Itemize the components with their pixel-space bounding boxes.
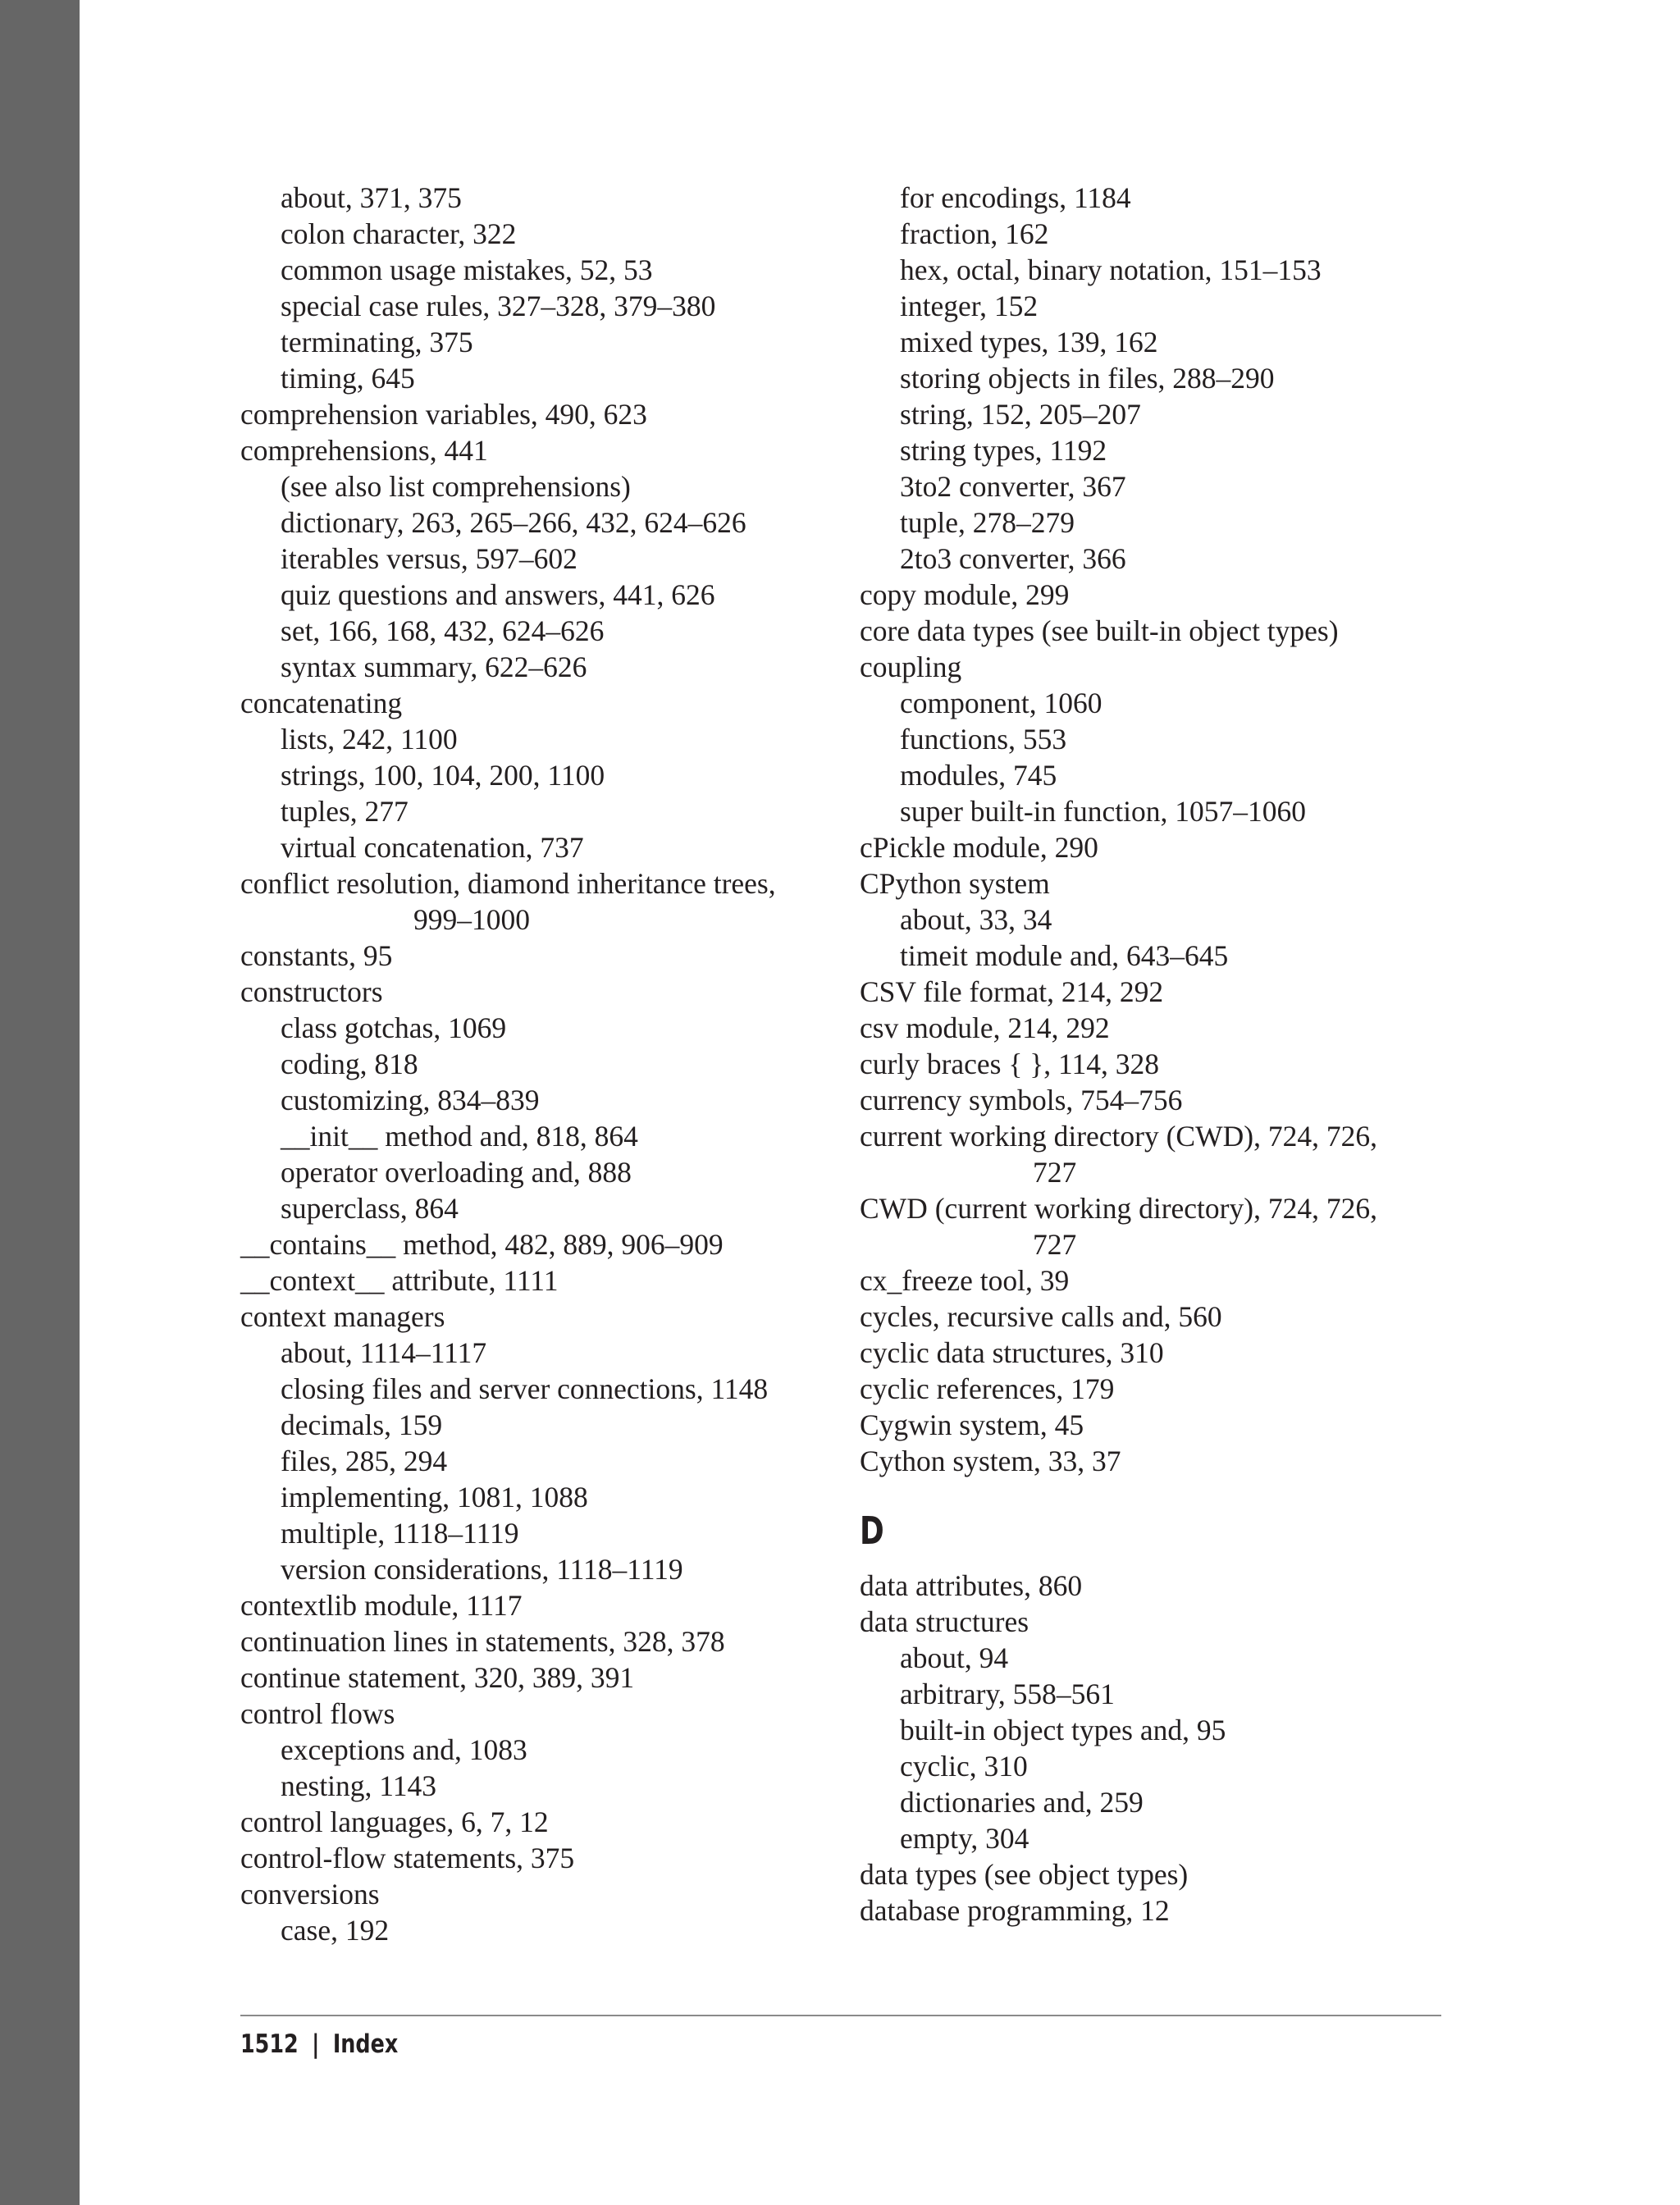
index-subentry: modules, 745 (900, 759, 1057, 792)
index-subentry: string types, 1192 (900, 434, 1107, 467)
index-subentry: version considerations, 1118–1119 (281, 1553, 683, 1586)
index-subentry: hex, octal, binary notation, 151–153 (900, 253, 1322, 286)
index-entry: constructors (240, 975, 383, 1008)
index-entry: conflict resolution, diamond inheritance trees, (240, 867, 776, 900)
index-subentry: timeit module and, 643–645 (900, 939, 1229, 972)
index-subentry: dictionary, 263, 265–266, 432, 624–626 (281, 506, 746, 539)
index-subentry: empty, 304 (900, 1822, 1029, 1855)
index-entry-continuation: 999–1000 (413, 903, 530, 936)
index-subentry: about, 371, 375 (281, 181, 462, 214)
index-entry: CPython system (860, 867, 1050, 900)
index-subentry: implementing, 1081, 1088 (281, 1481, 588, 1513)
index-entry: core data types (see built-in object types) (860, 614, 1339, 647)
index-subentry: nesting, 1143 (281, 1769, 436, 1802)
index-entry: cPickle module, 290 (860, 831, 1098, 864)
index-entry: continuation lines in statements, 328, 378 (240, 1625, 725, 1658)
index-subentry: set, 166, 168, 432, 624–626 (281, 614, 605, 647)
index-column-left (240, 180, 839, 1948)
footer-rule (240, 2015, 1441, 2016)
index-subentry: special case rules, 327–328, 379–380 (281, 290, 716, 322)
index-subentry: super built-in function, 1057–1060 (900, 795, 1306, 828)
index-subentry: built-in object types and, 95 (900, 1714, 1226, 1746)
index-subentry: lists, 242, 1100 (281, 723, 458, 756)
index-entry: comprehensions, 441 (240, 434, 488, 467)
index-entry: conversions (240, 1878, 380, 1911)
index-subentry: operator overloading and, 888 (281, 1156, 632, 1189)
index-subentry: functions, 553 (900, 723, 1067, 756)
index-entry: csv module, 214, 292 (860, 1011, 1110, 1044)
page-spine-bar (0, 0, 80, 2205)
index-subentry: 3to2 converter, 367 (900, 470, 1126, 503)
index-entry: constants, 95 (240, 939, 393, 972)
index-subentry: __init__ method and, 818, 864 (281, 1120, 638, 1153)
index-entry: Cygwin system, 45 (860, 1408, 1084, 1441)
index-subentry: (see also list comprehensions) (281, 470, 631, 503)
page-number: 1512 (240, 2029, 299, 2059)
index-subentry: files, 285, 294 (281, 1445, 448, 1477)
index-subentry: decimals, 159 (281, 1408, 443, 1441)
index-subentry: customizing, 834–839 (281, 1084, 540, 1116)
index-subentry: for encodings, 1184 (900, 181, 1131, 214)
index-subentry: closing files and server connections, 1148 (281, 1372, 769, 1405)
index-subentry: about, 1114–1117 (281, 1336, 487, 1369)
index-entry: control flows (240, 1697, 395, 1730)
index-subentry: multiple, 1118–1119 (281, 1517, 519, 1550)
index-entry: data attributes, 860 (860, 1569, 1083, 1602)
index-subentry: string, 152, 205–207 (900, 398, 1141, 431)
index-subentry: storing objects in files, 288–290 (900, 362, 1275, 395)
section-title: Index (332, 2029, 399, 2059)
index-subentry: fraction, 162 (900, 217, 1049, 250)
index-subentry: class gotchas, 1069 (281, 1011, 507, 1044)
index-entry: __contains__ method, 482, 889, 906–909 (240, 1228, 724, 1261)
index-subentry: dictionaries and, 259 (900, 1786, 1144, 1819)
index-subentry: colon character, 322 (281, 217, 517, 250)
index-subentry: integer, 152 (900, 290, 1039, 322)
index-subentry: syntax summary, 622–626 (281, 651, 587, 683)
index-entry: coupling (860, 651, 962, 683)
index-entry: control languages, 6, 7, 12 (240, 1806, 549, 1838)
index-column-right (860, 180, 1459, 1929)
index-subentry: cyclic, 310 (900, 1750, 1028, 1783)
page-footer (240, 2028, 398, 2061)
index-entry: database programming, 12 (860, 1894, 1170, 1927)
index-subentry: case, 192 (281, 1914, 390, 1947)
index-entry: cx_freeze tool, 39 (860, 1264, 1070, 1297)
index-entry: comprehension variables, 490, 623 (240, 398, 647, 431)
index-subentry: arbitrary, 558–561 (900, 1678, 1115, 1710)
index-entry: continue statement, 320, 389, 391 (240, 1661, 635, 1694)
index-entry: Cython system, 33, 37 (860, 1445, 1121, 1477)
index-subentry: about, 94 (900, 1641, 1009, 1674)
index-subentry: mixed types, 139, 162 (900, 326, 1158, 358)
index-entry: cyclic data structures, 310 (860, 1336, 1164, 1369)
index-entry: data types (see object types) (860, 1858, 1189, 1891)
index-subentry: component, 1060 (900, 687, 1102, 719)
index-subentry: strings, 100, 104, 200, 1100 (281, 759, 605, 792)
index-entry: data structures (860, 1605, 1029, 1638)
index-subentry: about, 33, 34 (900, 903, 1052, 936)
index-entry: cyclic references, 179 (860, 1372, 1115, 1405)
index-entry: current working directory (CWD), 724, 726, (860, 1120, 1377, 1153)
index-entry: copy module, 299 (860, 578, 1070, 611)
footer-separator: | (312, 2029, 320, 2059)
index-entry-continuation: 727 (1033, 1156, 1077, 1189)
index-subentry: quiz questions and answers, 441, 626 (281, 578, 715, 611)
index-subentry: tuples, 277 (281, 795, 409, 828)
index-subentry: terminating, 375 (281, 326, 473, 358)
index-entry: cycles, recursive calls and, 560 (860, 1300, 1222, 1333)
index-subentry: tuple, 278–279 (900, 506, 1075, 539)
index-entry-continuation: 727 (1033, 1228, 1077, 1261)
index-entry: context managers (240, 1300, 445, 1333)
index-subentry: virtual concatenation, 737 (281, 831, 584, 864)
index-subentry: coding, 818 (281, 1048, 418, 1080)
index-entry: control-flow statements, 375 (240, 1842, 575, 1874)
index-entry: curly braces { }, 114, 328 (860, 1048, 1159, 1080)
index-subentry: 2to3 converter, 366 (900, 542, 1126, 575)
index-entry: CWD (current working directory), 724, 726, (860, 1192, 1377, 1225)
index-entry: currency symbols, 754–756 (860, 1084, 1183, 1116)
index-subentry: iterables versus, 597–602 (281, 542, 578, 575)
index-entry: contextlib module, 1117 (240, 1589, 523, 1622)
index-subentry: superclass, 864 (281, 1192, 459, 1225)
index-entry: CSV file format, 214, 292 (860, 975, 1164, 1008)
index-entry: __context__ attribute, 1111 (240, 1264, 559, 1297)
index-entry: concatenating (240, 687, 403, 719)
index-subentry: common usage mistakes, 52, 53 (281, 253, 653, 286)
index-subentry: exceptions and, 1083 (281, 1733, 527, 1766)
index-subentry: timing, 645 (281, 362, 415, 395)
index-letter-heading: D (860, 1509, 884, 1553)
